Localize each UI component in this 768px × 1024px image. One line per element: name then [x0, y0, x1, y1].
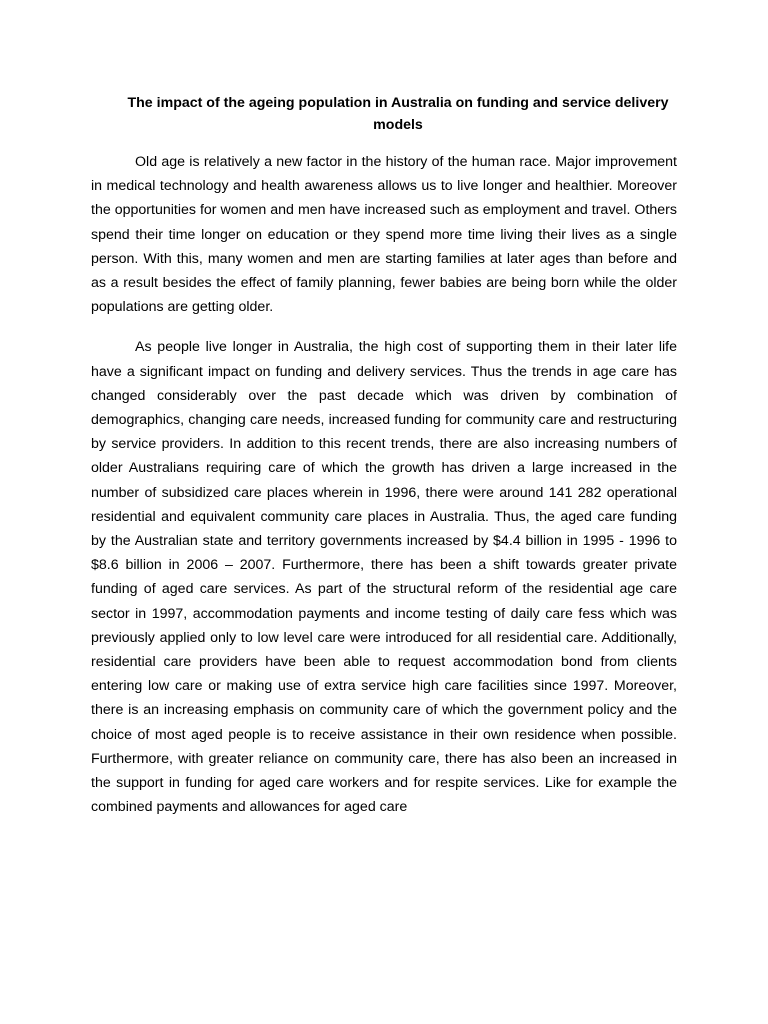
paragraph-2: As people live longer in Australia, the high cost of supporting them in their later life have a significant impact on funding and delivery services. Thus the trends in age care has changed considerably over the past decade which was driven by combination of demographics, changing care needs, increased funding for community care and restructuring by service providers. In addition to this recent trends, there are also increasing numbers of older Australians requiring care of which the growth has driven a large increased in the number of subsidized care places wherein in 1996, there were around 141 282 operational residential and equivalent community care places in Australia. Thus, the aged care funding by the Australian state and territory governments increased by $4.4 billion in 1995 - 1996 to $8.6 billion in 2006 – 2007. Furthermore, there has been a shift towards greater private funding of aged care services. As part of the structural reform of the residential age care sector in 1997, accommodation payments and income testing of daily care fess which was previously applied only to low level care were introduced for all residential care. Additionally, residential care providers have been able to request accommodation bond from clients entering low care or making use of extra service high care facilities since 1997. Moreover, there is an increasing emphasis on community care of which the government policy and the choice of most aged people is to receive assistance in their own residence when possible. Furthermore, with greater reliance on community care, there has also been an increased in the support in funding for aged care workers and for respite services. Like for example the combined payments and allowances for aged care	[91, 339, 677, 816]
paragraph-1: Old age is relatively a new factor in the history of the human race. Major improvement in medical technology and health awareness allows us to live longer and healthier. Moreover the opportunities for women and men have increased such as employment and travel. Others spend their time longer on education or they spend more time living their lives as a single person. With this, many women and men are starting families at later ages than before and as a result besides the effect of family planning, fewer babies are being born while the older populations are getting older.	[91, 154, 677, 316]
document-title: The impact of the ageing population in Australia on funding and service delivery models	[127, 95, 669, 133]
document-body	[91, 150, 677, 835]
